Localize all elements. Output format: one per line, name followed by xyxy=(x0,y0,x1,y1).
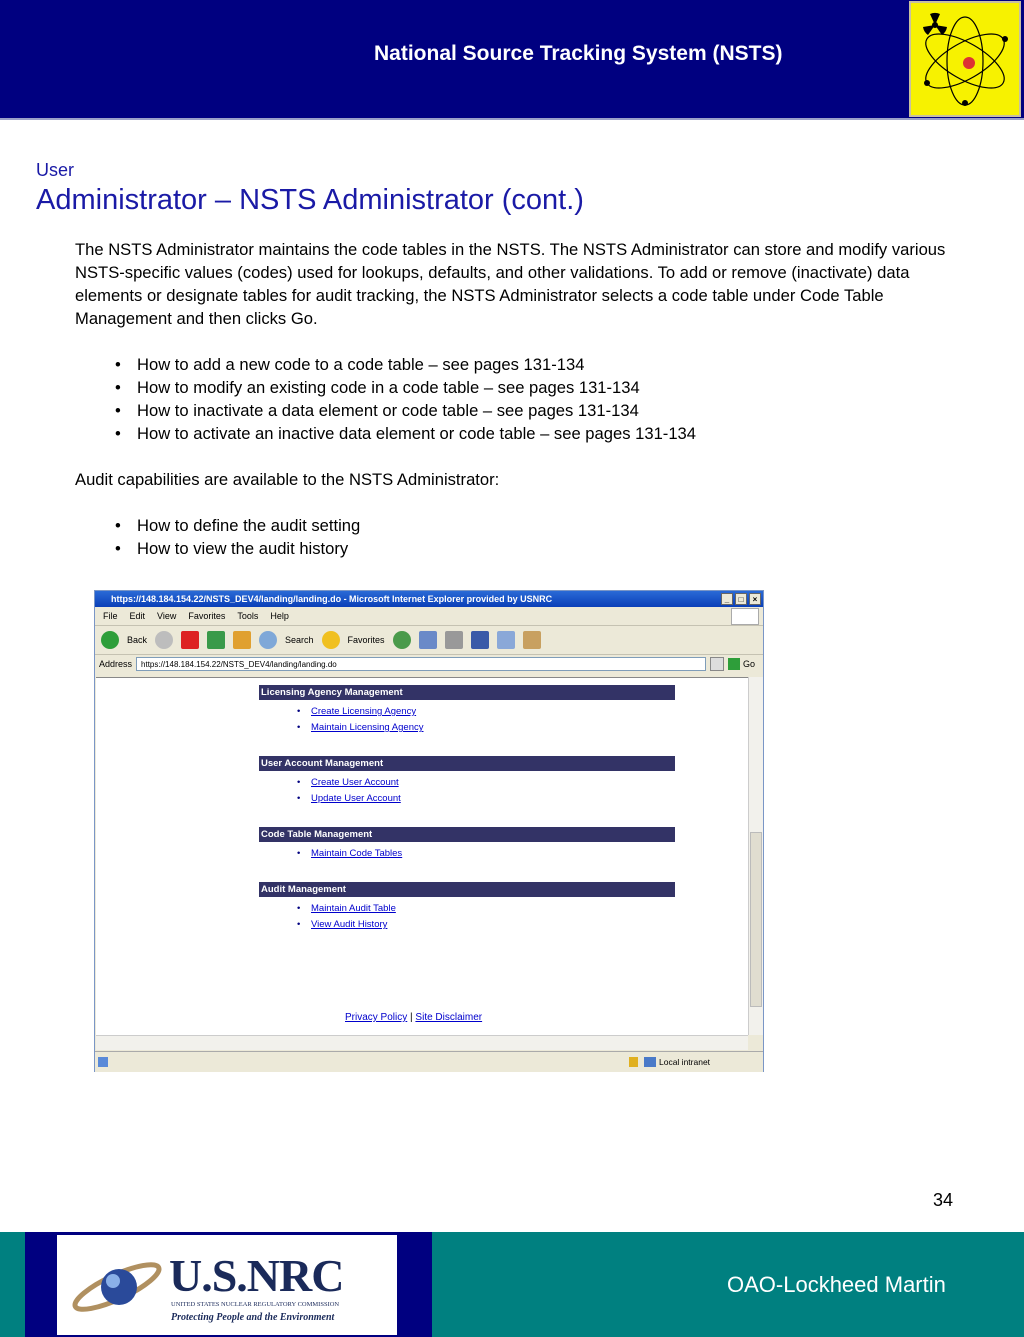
close-icon[interactable]: × xyxy=(749,593,761,605)
browser-title: https://148.184.154.22/NSTS_DEV4/landing/landing.do - Microsoft Internet Explorer provided by USNRC xyxy=(111,594,553,604)
history-icon[interactable] xyxy=(393,631,411,649)
nrc-logo-text: U.S.NRC xyxy=(169,1250,344,1301)
maintain-audit-table-link[interactable]: Maintain Audit Table xyxy=(311,903,396,914)
back-arrow-icon[interactable] xyxy=(101,631,119,649)
privacy-policy-link[interactable]: Privacy Policy xyxy=(345,1012,408,1023)
bullet-list-code-tables xyxy=(75,353,965,445)
go-arrow-icon xyxy=(728,658,740,670)
scrollbar-thumb[interactable] xyxy=(750,832,762,1007)
home-icon[interactable] xyxy=(233,631,251,649)
toolbar xyxy=(95,626,763,655)
slide-title: Administrator – NSTS Administrator (cont.) xyxy=(36,184,584,216)
list-item xyxy=(259,917,675,933)
site-disclaimer-link[interactable]: Site Disclaimer xyxy=(415,1012,483,1023)
list-item xyxy=(259,901,675,917)
slide-header xyxy=(0,0,1024,118)
section-licensing-agency xyxy=(259,685,675,736)
maintain-code-tables-link[interactable]: Maintain Code Tables xyxy=(311,848,403,859)
maximize-icon[interactable]: □ xyxy=(735,593,747,605)
section-heading: User Account Management xyxy=(259,756,675,771)
nrc-logo-caption: UNITED STATES NUCLEAR REGULATORY COMMISSION xyxy=(171,1301,340,1308)
windows-logo-icon xyxy=(731,608,759,625)
section-user-account xyxy=(259,756,675,807)
favorites-button[interactable]: Favorites xyxy=(347,635,385,645)
section-heading: Code Table Management xyxy=(259,827,675,842)
page-content xyxy=(96,677,748,1036)
intranet-icon xyxy=(644,1057,656,1067)
audit-intro: Audit capabilities are available to the NSTS Administrator: xyxy=(75,470,500,489)
view-audit-history-link[interactable]: View Audit History xyxy=(311,919,388,930)
section-code-table xyxy=(259,827,675,862)
menu-file[interactable]: File xyxy=(103,611,118,621)
page-number: 34 xyxy=(933,1190,954,1210)
lock-icon xyxy=(629,1057,638,1067)
status-zone: Local intranet xyxy=(659,1057,711,1067)
section-heading: Licensing Agency Management xyxy=(259,685,675,700)
section-heading: Audit Management xyxy=(259,882,675,897)
create-licensing-agency-link[interactable]: Create Licensing Agency xyxy=(311,706,417,717)
bullet-item: • How to add a new code to a code table – see pages 131-134 xyxy=(75,353,965,376)
search-icon[interactable] xyxy=(259,631,277,649)
link-separator: | xyxy=(410,1012,413,1023)
status-bar xyxy=(95,1051,763,1072)
favorites-star-icon[interactable] xyxy=(322,631,340,649)
address-bar xyxy=(95,655,763,673)
maintain-licensing-agency-link[interactable]: Maintain Licensing Agency xyxy=(311,722,424,733)
header-divider xyxy=(0,118,1024,120)
menu-edit[interactable]: Edit xyxy=(129,611,146,621)
address-dropdown-icon[interactable] xyxy=(710,657,724,671)
browser-window xyxy=(94,590,764,1072)
minimize-icon[interactable]: _ xyxy=(721,593,733,605)
search-button[interactable]: Search xyxy=(285,635,314,645)
list-item xyxy=(259,791,675,807)
forward-arrow-icon[interactable] xyxy=(155,631,173,649)
menu-tools[interactable]: Tools xyxy=(237,611,259,621)
vertical-scrollbar[interactable] xyxy=(748,677,763,1035)
go-button[interactable] xyxy=(728,658,755,670)
stop-icon[interactable] xyxy=(181,631,199,649)
slide-body xyxy=(75,238,965,560)
menu-bar xyxy=(95,607,763,626)
update-user-account-link[interactable]: Update User Account xyxy=(311,793,401,804)
back-button[interactable]: Back xyxy=(127,635,148,645)
bullet-item: • How to inactivate a data element or code table – see pages 131-134 xyxy=(75,399,965,422)
menu-view[interactable]: View xyxy=(157,611,177,621)
page-footer-links xyxy=(345,1012,482,1023)
bullet-list-audit xyxy=(75,514,965,560)
bullet-item: • How to modify an existing code in a code table – see pages 131-134 xyxy=(75,376,965,399)
menu-favorites[interactable]: Favorites xyxy=(188,611,226,621)
browser-title-bar xyxy=(95,591,763,607)
go-label: Go xyxy=(743,659,756,669)
list-item xyxy=(259,720,675,736)
list-item xyxy=(259,775,675,791)
radiation-atom-icon xyxy=(909,1,1021,117)
paste-icon[interactable] xyxy=(523,631,541,649)
footer-company: OAO-Lockheed Martin xyxy=(727,1272,946,1297)
bullet-item: • How to activate an inactive data element or code table – see pages 131-134 xyxy=(75,422,965,445)
nrc-globe-icon xyxy=(61,1235,171,1335)
refresh-icon[interactable] xyxy=(207,631,225,649)
copy-icon[interactable] xyxy=(497,631,515,649)
nrc-logo xyxy=(57,1235,397,1335)
address-label: Address xyxy=(99,659,133,669)
section-audit xyxy=(259,882,675,933)
horizontal-scrollbar[interactable] xyxy=(96,1035,748,1050)
list-item xyxy=(259,846,675,862)
intro-paragraph: The NSTS Administrator maintains the code tables in the NSTS. The NSTS Administrator can store and modify various NSTS-specific values (codes) used for lookups, defaults, and other validations. To add or remove (inactivate) data elements or designate tables for audit tracking, the NSTS Administrator selects a code table under Code Table Management and then clicks Go. xyxy=(75,240,946,328)
bullet-item: • How to define the audit setting xyxy=(75,514,965,537)
nrc-logo-tagline: Protecting People and the Environment xyxy=(171,1312,335,1323)
create-user-account-link[interactable]: Create User Account xyxy=(311,777,399,788)
slide-subtitle: User xyxy=(36,160,75,180)
mail-icon[interactable] xyxy=(419,631,437,649)
header-title: National Source Tracking System (NSTS) xyxy=(374,42,783,65)
address-input[interactable]: https://148.184.154.22/NSTS_DEV4/landing/landing.do xyxy=(136,657,706,671)
cut-icon[interactable] xyxy=(471,631,489,649)
page-status-icon xyxy=(98,1057,108,1067)
print-icon[interactable] xyxy=(445,631,463,649)
list-item xyxy=(259,704,675,720)
bullet-item: • How to view the audit history xyxy=(75,537,965,560)
menu-help[interactable]: Help xyxy=(270,611,289,621)
